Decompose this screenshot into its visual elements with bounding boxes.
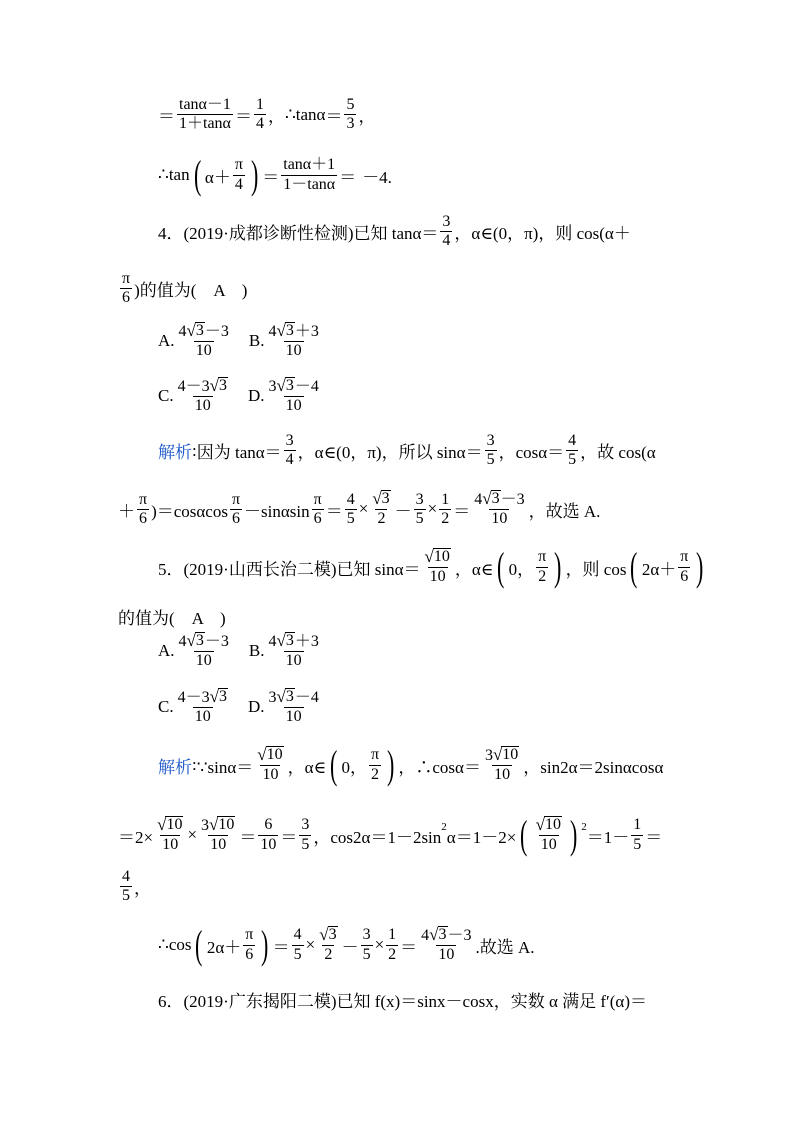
option-d-value xyxy=(266,688,320,727)
num xyxy=(199,816,237,835)
num: 4 xyxy=(122,868,130,885)
num xyxy=(177,322,231,341)
alpha-plus: α＋ xyxy=(204,167,231,187)
eq-sign: ＝ xyxy=(272,937,290,957)
num: 4 xyxy=(568,432,577,449)
superscript: 2 xyxy=(441,821,447,833)
comma: ， xyxy=(267,107,285,127)
den: 10 xyxy=(494,766,511,783)
num: 5 xyxy=(346,96,355,113)
num xyxy=(176,377,230,396)
sqrt-3: √ 3 xyxy=(209,687,227,706)
q4-options-row-1 xyxy=(158,322,323,361)
num xyxy=(177,632,231,651)
frac-4-5 xyxy=(120,868,132,906)
question-number: 5． xyxy=(158,559,184,579)
q3-sol-line-1 xyxy=(158,96,375,134)
comma: ， xyxy=(358,107,376,127)
sqrt-3: √ 3 xyxy=(276,687,294,706)
big-paren-close: ) xyxy=(250,152,259,197)
den: 6 xyxy=(232,509,240,527)
frac-pi-2 xyxy=(369,746,381,784)
stem-text: 已知 tanα＝ xyxy=(353,224,439,244)
term: －3 xyxy=(204,633,229,650)
times: × xyxy=(305,935,316,954)
num xyxy=(483,746,521,765)
sol-text: α＝1－2× xyxy=(446,827,517,847)
den: 2 xyxy=(324,946,333,963)
den: 5 xyxy=(122,887,130,905)
sol-text: ＝ xyxy=(325,501,343,521)
big-paren-open: ( xyxy=(193,152,201,197)
den: 2 xyxy=(371,765,379,783)
num xyxy=(419,926,473,945)
option-c-label: C. xyxy=(158,697,174,717)
frac-sqrt10-10 xyxy=(155,816,185,855)
num xyxy=(534,816,564,835)
stem-text: 已知 sinα＝ xyxy=(336,559,421,579)
radicand: 10 xyxy=(266,745,283,763)
option-b-label: B. xyxy=(248,641,265,661)
option-a-value xyxy=(177,632,231,671)
therefore-tan: ∴tan xyxy=(158,165,190,184)
den: 10 xyxy=(429,568,446,585)
big-paren-open: ( xyxy=(330,742,338,787)
coef: 4 xyxy=(268,633,277,650)
den: 2 xyxy=(538,567,547,585)
eq-sign: ＝ xyxy=(234,107,252,127)
option-d-value xyxy=(266,377,320,416)
radicand: 3 xyxy=(285,688,294,705)
coef: 3 xyxy=(484,746,493,764)
num xyxy=(266,632,320,651)
eq-sign: ＝ xyxy=(325,107,343,127)
sol-text: 因为 tanα＝ xyxy=(196,443,282,463)
sol-text: ＋ xyxy=(118,501,135,521)
frac-sqrt3-2 xyxy=(370,490,392,529)
eq-sign: ＝ xyxy=(400,937,418,957)
frac-6-10 xyxy=(258,816,278,854)
frac-3-4 xyxy=(284,432,296,470)
num xyxy=(266,377,320,396)
num xyxy=(155,816,185,835)
radicand: 3 xyxy=(218,377,227,394)
den: 10 xyxy=(195,652,212,670)
num: tanα＋1 xyxy=(283,156,336,174)
sqrt-3: √ 3 xyxy=(276,376,294,395)
num: 3 xyxy=(442,213,451,230)
num: π xyxy=(538,548,547,566)
stem-text: 的值为( A ) xyxy=(118,609,226,628)
den: 10 xyxy=(491,510,508,528)
question-source: (2019·广东揭阳二模) xyxy=(183,992,337,1011)
den: 10 xyxy=(285,342,302,360)
frac-3sqrt10-10 xyxy=(199,816,237,855)
sol-text: ∵sinα＝ xyxy=(196,757,254,777)
den: 5 xyxy=(415,509,424,527)
sqrt-10: √ 10 xyxy=(257,744,283,764)
big-paren-open: ( xyxy=(520,812,528,857)
big-paren-open: ( xyxy=(195,922,203,967)
term: －3 xyxy=(185,378,210,395)
sqrt-3: √ 3 xyxy=(429,924,447,944)
frac-4-5 xyxy=(292,926,304,964)
den: 10 xyxy=(194,397,211,415)
term: ＋3 xyxy=(294,633,319,650)
num: 3 xyxy=(415,490,424,508)
sol-text: ，cos2α＝1－2sin xyxy=(313,827,442,847)
big-paren-close: ) xyxy=(696,544,704,589)
q5-solution-1 xyxy=(158,742,664,787)
num: π xyxy=(245,926,254,944)
sqrt-3: √ 3 xyxy=(276,631,294,650)
sol-text: ，α∈(0，π)，所以 sinα＝ xyxy=(297,443,483,463)
radicand: 10 xyxy=(544,815,561,833)
den: 10 xyxy=(262,766,279,783)
frac-pi-6 xyxy=(312,491,324,529)
term: －3 xyxy=(447,926,472,944)
option-b-value xyxy=(266,632,320,671)
num: 4 xyxy=(293,926,302,944)
radicand: 3 xyxy=(285,377,294,394)
frac-pi-6 xyxy=(137,491,149,529)
coef: 3 xyxy=(268,378,277,395)
frac-result xyxy=(472,490,526,529)
sol-text: )＝cosαcos xyxy=(151,501,228,521)
sol-text: －sinαsin xyxy=(244,501,310,521)
num: 3 xyxy=(486,432,495,449)
den: 10 xyxy=(260,835,277,853)
num: 1 xyxy=(633,816,642,834)
eq-sign: ＝ xyxy=(262,167,280,187)
option-a-value xyxy=(177,322,231,361)
den: 2 xyxy=(441,509,450,527)
num xyxy=(317,926,339,945)
q4-stem xyxy=(158,213,631,251)
sqrt-3: √ 3 xyxy=(482,489,500,508)
frac-1-5 xyxy=(631,816,643,854)
stem-text: ，则 cos xyxy=(565,559,627,579)
frac-1-2 xyxy=(439,491,451,529)
eq-sign: ＝ xyxy=(158,107,175,127)
den: 2 xyxy=(388,945,397,963)
stem-text: ，α∈ xyxy=(454,559,494,579)
frac-pi-6 xyxy=(678,548,690,586)
den: 10 xyxy=(438,946,455,963)
term: －3 xyxy=(185,689,210,706)
eq-sign: ＝ xyxy=(280,827,298,847)
q4-options-row-2 xyxy=(158,377,323,416)
sqrt-10: √ 10 xyxy=(209,814,235,834)
option-a-label: A. xyxy=(158,641,175,661)
term: －3 xyxy=(204,323,229,340)
option-b-value xyxy=(266,322,320,361)
coef: 4 xyxy=(268,323,277,340)
q5-solution-2 xyxy=(118,812,663,857)
sqrt-10: √ 10 xyxy=(424,546,450,566)
num: tanα－1 xyxy=(179,96,231,113)
solution-label: 解析 xyxy=(158,443,192,463)
big-paren-close: ) xyxy=(554,544,562,589)
option-a-label: A. xyxy=(158,331,175,351)
frac-3-5 xyxy=(485,432,497,470)
num: 3 xyxy=(285,432,294,449)
den: 2 xyxy=(377,510,386,528)
num xyxy=(266,322,320,341)
coef: 4 xyxy=(474,491,483,508)
sol-text: ＝1－ xyxy=(586,827,630,847)
radicand: 3 xyxy=(381,490,390,507)
term: －4 xyxy=(294,689,319,706)
den: 10 xyxy=(540,836,557,853)
big-paren-open: ( xyxy=(497,544,505,589)
num xyxy=(370,490,392,509)
den: 10 xyxy=(210,836,227,853)
option-d-label: D. xyxy=(247,386,265,406)
num xyxy=(176,688,230,707)
num xyxy=(255,746,285,765)
den: 5 xyxy=(293,945,302,963)
den: 1＋tanα xyxy=(179,115,231,133)
num: 6 xyxy=(264,816,273,834)
radicand: 10 xyxy=(166,815,183,833)
q4-solution-2 xyxy=(118,490,600,529)
frac-4-5 xyxy=(345,491,357,529)
den: 10 xyxy=(162,836,179,853)
option-d-label: D. xyxy=(247,697,265,717)
sol-text: ＝2× xyxy=(118,827,154,847)
coef: 4 xyxy=(421,926,430,944)
sol-text: ，∴cosα＝ xyxy=(398,757,481,777)
q4-solution-1 xyxy=(158,432,656,470)
den: 10 xyxy=(285,397,302,415)
result: －4. xyxy=(362,167,392,187)
num xyxy=(422,548,452,567)
sol-text: ，cosα＝ xyxy=(498,443,565,463)
eq-sign: ＝ xyxy=(239,827,257,847)
den: 6 xyxy=(245,945,254,963)
sqrt-10: √ 10 xyxy=(157,814,183,834)
frac-pi-6 xyxy=(120,270,132,308)
coef: 4 xyxy=(178,323,187,340)
radicand: 10 xyxy=(218,815,235,833)
option-c-value xyxy=(176,688,230,727)
frac-sqrt10-10 xyxy=(534,816,564,855)
num: π xyxy=(231,490,241,508)
sol-text: ，故 cos(α xyxy=(580,443,656,463)
den: 6 xyxy=(122,289,131,307)
sqrt-10: √ 10 xyxy=(492,744,519,764)
radicand: 3 xyxy=(438,925,447,943)
den: 4 xyxy=(442,232,451,250)
stem-text: )的值为( A ) xyxy=(134,281,248,301)
question-source: (2019·山西长治二模) xyxy=(183,559,337,579)
sqrt-3: √ 3 xyxy=(186,321,204,340)
frac-result xyxy=(419,926,473,965)
question-source: (2019·成都诊断性检测) xyxy=(183,224,354,244)
zero: 0， xyxy=(341,757,367,777)
frac-3sqrt10-10 xyxy=(483,746,521,785)
frac-3-4 xyxy=(440,213,452,251)
num: π xyxy=(122,270,131,287)
radicand: 3 xyxy=(218,688,227,705)
q6-stem xyxy=(158,987,647,1012)
radicand: 10 xyxy=(502,745,519,763)
sqrt-3: √ 3 xyxy=(186,631,204,650)
big-paren-close: ) xyxy=(569,812,578,857)
num: 1 xyxy=(255,96,264,113)
q5-options-row-1 xyxy=(158,632,323,671)
term: ＋3 xyxy=(294,323,319,340)
minus: － xyxy=(394,501,412,521)
frac-3-5 xyxy=(361,926,373,964)
stem-text: 已知 f(x)＝sinx－cosx，实数 α 满足 f′(α)＝ xyxy=(336,992,647,1011)
frac-tan-plus xyxy=(281,156,337,194)
den: 5 xyxy=(486,451,495,469)
q5-solution-4 xyxy=(158,922,535,967)
coef: 4 xyxy=(177,378,186,395)
frac-sqrt10-10 xyxy=(422,548,452,587)
num xyxy=(266,688,320,707)
radicand: 3 xyxy=(328,925,337,943)
sqrt-3: √ 3 xyxy=(319,924,337,944)
num: π xyxy=(370,746,380,764)
q5-stem xyxy=(158,544,708,589)
den: 4 xyxy=(285,451,294,469)
radicand: 3 xyxy=(195,322,204,339)
question-number: 4． xyxy=(158,224,184,244)
den: 5 xyxy=(346,509,355,527)
two-alpha-plus: 2α＋ xyxy=(641,559,677,579)
frac-3-5 xyxy=(414,491,426,529)
den: 4 xyxy=(234,175,243,193)
question-number: 6． xyxy=(158,992,184,1011)
den: 10 xyxy=(285,652,302,670)
eq-sign: ＝ xyxy=(453,501,471,521)
tan-a: tanα xyxy=(295,104,326,124)
times: × xyxy=(427,499,438,519)
num: π xyxy=(680,548,689,566)
den: 5 xyxy=(362,945,371,963)
times: × xyxy=(358,499,369,519)
den: 6 xyxy=(139,509,148,527)
colon: : xyxy=(192,440,197,460)
den: 10 xyxy=(194,708,211,726)
den: 10 xyxy=(195,342,212,360)
sqrt-3: √ 3 xyxy=(276,321,294,340)
radicand: 10 xyxy=(433,547,450,565)
colon: : xyxy=(192,755,197,774)
times: × xyxy=(374,935,385,954)
coef: 3 xyxy=(268,689,277,706)
minus: － xyxy=(341,937,359,957)
frac-3-5 xyxy=(299,816,311,854)
den: 10 xyxy=(285,708,302,726)
num: 3 xyxy=(362,926,371,944)
num: 4 xyxy=(346,490,355,508)
big-paren-open: ( xyxy=(630,544,638,589)
option-c-label: C. xyxy=(158,386,174,406)
solution-label: 解析 xyxy=(158,757,192,777)
sol-text: ，sin2α＝2sinαcosα xyxy=(523,757,664,777)
sol-text: ∴cos xyxy=(158,935,192,954)
coef: 3 xyxy=(201,816,210,834)
sqrt-10: √ 10 xyxy=(535,814,561,834)
q3-sol-line-2 xyxy=(158,152,392,197)
den: 5 xyxy=(301,835,310,853)
frac-tan-minus xyxy=(177,96,233,134)
frac-sqrt10-10 xyxy=(255,746,285,785)
num: π xyxy=(313,490,322,508)
frac-pi-2 xyxy=(536,548,548,586)
frac-pi-6 xyxy=(230,491,242,529)
num: 3 xyxy=(301,816,310,834)
sol-text: ＝ xyxy=(645,827,663,847)
zero: 0， xyxy=(508,559,535,579)
sqrt-3: √ 3 xyxy=(209,376,227,395)
q5-solution-3 xyxy=(118,868,151,906)
den: 4 xyxy=(255,115,264,133)
stem-text: ，α∈(0，π)，则 cos(α＋ xyxy=(454,224,631,244)
q5-stem-2 xyxy=(118,604,226,629)
big-paren-close: ) xyxy=(261,922,269,967)
q4-stem-2 xyxy=(118,270,247,308)
frac-1-4 xyxy=(254,96,266,134)
num: π xyxy=(234,156,243,174)
sol-text: ，故选 A. xyxy=(528,501,601,521)
two-alpha-plus: 2α＋ xyxy=(206,937,242,957)
coef: 4 xyxy=(178,633,187,650)
q5-options-row-2 xyxy=(158,688,323,727)
eq-sign: ＝ xyxy=(339,167,357,187)
num: 1 xyxy=(388,926,397,944)
frac-4-5 xyxy=(566,432,578,470)
frac-sqrt3-2 xyxy=(317,926,339,965)
num xyxy=(472,490,526,509)
num: π xyxy=(139,490,148,508)
superscript: 2 xyxy=(581,821,587,833)
radicand: 3 xyxy=(491,490,500,507)
term: －4 xyxy=(294,378,319,395)
den: 6 xyxy=(680,567,689,585)
radicand: 3 xyxy=(285,632,294,649)
sol-text: ，α∈ xyxy=(287,757,327,777)
frac-5-3 xyxy=(344,96,356,134)
frac-pi-6 xyxy=(243,926,255,964)
num: 1 xyxy=(441,490,450,508)
times: × xyxy=(187,825,198,844)
radicand: 3 xyxy=(285,322,294,339)
den: 5 xyxy=(633,835,642,853)
den: 6 xyxy=(313,509,322,527)
radicand: 3 xyxy=(195,632,204,649)
term: －3 xyxy=(500,491,525,508)
frac-1-2 xyxy=(386,926,398,964)
big-paren-close: ) xyxy=(387,742,395,787)
den: 5 xyxy=(568,451,577,469)
coef: 4 xyxy=(177,689,186,706)
therefore: ∴ xyxy=(284,104,296,124)
sol-text: .故选 A. xyxy=(475,937,535,957)
den: 1－tanα xyxy=(283,175,336,193)
sol-text: ， xyxy=(134,879,151,899)
sqrt-3: √ 3 xyxy=(372,489,390,508)
frac-pi-4 xyxy=(233,156,245,194)
option-c-value xyxy=(176,377,230,416)
den: 3 xyxy=(346,115,355,133)
option-b-label: B. xyxy=(248,331,265,351)
